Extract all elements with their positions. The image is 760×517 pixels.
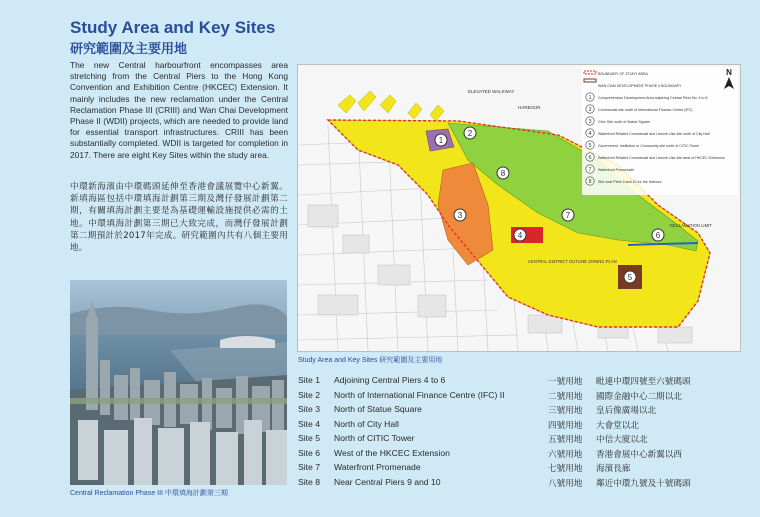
site-name-zh: 香港會展中心新翼以西 bbox=[596, 449, 682, 460]
photo-caption: Central Reclamation Phase III 中環填海計劃第三期 bbox=[70, 490, 228, 497]
legend-number: 2 bbox=[588, 107, 592, 113]
legend-text: WAN CHAI DEVELOPMENT PHASE II BOUNDARY bbox=[598, 84, 682, 88]
map-caption: Study Area and Key Sites 研究範圍及主要用地 bbox=[298, 357, 443, 364]
site-row bbox=[298, 419, 742, 434]
site-label: Site 4 bbox=[298, 418, 320, 429]
intro-paragraph-zh: 中環新海濱由中環碼頭延伸至香港會議展覽中心新翼。新填海區包括中環填海計劃第三期及灣仔發展計劃第二期，有關填海計劃主要是為基礎運輸設施提供必需的土地。中環填海計劃第三期已大致完成，而灣仔發展計劃第二期預計於2017年完成。研究範圍內共有八個主要用地。 bbox=[70, 182, 288, 254]
site-name-zh: 皇后像廣場以北 bbox=[596, 406, 657, 416]
legend-number: 6 bbox=[588, 155, 592, 161]
site-name-zh: 中信大廈以北 bbox=[596, 435, 648, 445]
map-label-ozp: CENTRAL DISTRICT OUTLINE ZONING PLAN bbox=[528, 259, 617, 264]
legend-text: Civic Site north of Statue Square bbox=[598, 120, 651, 124]
site-label-zh: 三號用地 bbox=[548, 406, 583, 416]
legend-number: 1 bbox=[588, 95, 592, 101]
site-name-zh: 國際金融中心二期以北 bbox=[596, 391, 682, 402]
study-area-map-illustration bbox=[298, 65, 740, 351]
site-name-zh: 海濱長廊 bbox=[596, 464, 631, 474]
study-area-map bbox=[297, 64, 741, 352]
legend-number: 3 bbox=[588, 119, 592, 125]
site-name: Waterfront Promenade bbox=[334, 462, 421, 472]
legend-text: Waterfront Related Commercial and Leisure Use site west of HKCEC Extension bbox=[598, 156, 725, 160]
site-label: Site 6 bbox=[298, 447, 320, 458]
site-row bbox=[298, 404, 742, 419]
legend-number: 7 bbox=[588, 167, 592, 173]
site-row bbox=[298, 433, 742, 448]
map-label-reclamation-limit: RECLAMATION LIMIT bbox=[670, 223, 712, 228]
site-row bbox=[298, 462, 742, 477]
site-name: North of City Hall bbox=[334, 418, 399, 429]
site-name: North of Statue Square bbox=[334, 404, 422, 414]
map-site-4-label: 4 bbox=[517, 231, 523, 240]
site-label: Site 3 bbox=[298, 404, 320, 414]
site-label-zh: 一號用地 bbox=[548, 377, 583, 387]
site-label: Site 2 bbox=[298, 389, 320, 400]
legend-number: 4 bbox=[588, 131, 592, 137]
aerial-photo-illustration bbox=[70, 280, 287, 485]
legend-text: Waterfront Related Commercial and Leisure Use site north of City Hall bbox=[598, 132, 710, 136]
site-label: Site 1 bbox=[298, 375, 320, 385]
site-label-zh: 五號用地 bbox=[548, 435, 583, 445]
site-label-zh: 七號用地 bbox=[548, 464, 583, 474]
site-name-zh: 大會堂以北 bbox=[596, 420, 639, 431]
site-label-zh: 六號用地 bbox=[548, 449, 583, 460]
legend-text: Commercial site north of International Finance Centre (IFC) bbox=[598, 108, 693, 112]
legend-text: Government, Institution or Community site north of CITIC Tower bbox=[598, 144, 700, 148]
map-site-3-label: 3 bbox=[457, 211, 463, 220]
site-name: North of CITIC Tower bbox=[334, 433, 415, 443]
site-label-zh: 四號用地 bbox=[548, 420, 583, 431]
map-site-1-label: 1 bbox=[438, 136, 444, 145]
site-name: North of International Finance Centre (IFC) II bbox=[334, 389, 505, 400]
legend-text: BOUNDARY OF STUDY AREA bbox=[598, 72, 648, 76]
north-label: N bbox=[726, 68, 732, 77]
site-name: Near Central Piers 9 and 10 bbox=[334, 476, 441, 487]
site-name-zh: 鄰近中環九號及十號碼頭 bbox=[596, 478, 691, 489]
site-row bbox=[298, 477, 742, 492]
intro-paragraph-en: The new Central harbourfront encompasses area stretching from the Central Piers to the Hong Kong Convention and Exhibition Centre (HKCEC) Extension. It mainly includes the new reclamation under the Central Reclamation Phase III (CRIII) and Wan Chai Development Phase II (WDII) projects, which are needed to provide land for essential transport infrastructures. CRIII has been substantially completed. WDII is targeted for completion in 2017. There are eight Key Sites within the study area. bbox=[70, 60, 288, 160]
map-label-harbour: HARBOUR bbox=[518, 105, 541, 110]
legend-number: 5 bbox=[588, 143, 592, 149]
site-row bbox=[298, 390, 742, 405]
site-label: Site 5 bbox=[298, 433, 320, 443]
site-label: Site 7 bbox=[298, 462, 320, 472]
site-label-zh: 八號用地 bbox=[548, 478, 583, 489]
map-site-2-label: 2 bbox=[467, 129, 473, 138]
map-site-8-label: 8 bbox=[500, 169, 506, 178]
aerial-photo bbox=[70, 280, 287, 485]
legend-text: Site near Piers 9 and 10 for the Harbour bbox=[598, 180, 662, 184]
site-row bbox=[298, 375, 742, 390]
legend-text: Comprehensive Development Area adjoining Central Piers No. 4 to 6 bbox=[598, 96, 708, 100]
site-label-zh: 二號用地 bbox=[548, 391, 583, 402]
map-site-5-label: 5 bbox=[627, 273, 633, 282]
legend-number: 8 bbox=[588, 179, 592, 185]
site-name: Adjoining Central Piers 4 to 6 bbox=[334, 375, 446, 385]
site-name: West of the HKCEC Extension bbox=[334, 447, 450, 458]
sites-list bbox=[298, 375, 742, 491]
map-site-6-label: 6 bbox=[655, 231, 661, 240]
page-title-zh: 研究範圍及主要用地 bbox=[70, 42, 188, 57]
page-title-en: Study Area and Key Sites bbox=[70, 18, 276, 37]
site-row bbox=[298, 448, 742, 463]
site-name-zh: 毗連中環四號至六號碼頭 bbox=[596, 377, 691, 387]
map-site-7-label: 7 bbox=[565, 211, 571, 220]
site-label: Site 8 bbox=[298, 476, 320, 487]
legend-text: Waterfront Promenade bbox=[598, 168, 635, 172]
map-label-elevated-walkway: ELEVATED WALKWAY bbox=[468, 89, 515, 94]
